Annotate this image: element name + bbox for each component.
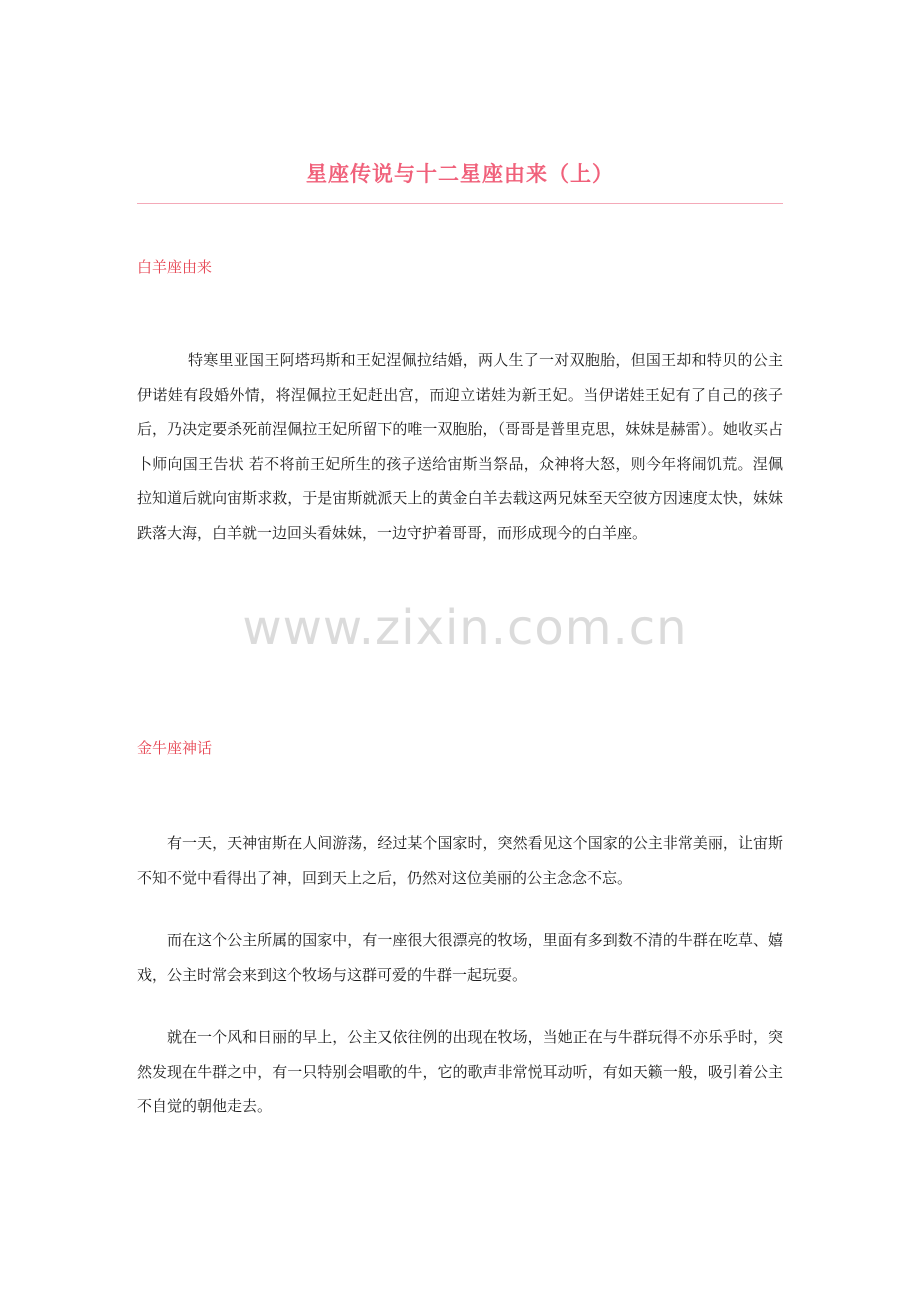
taurus-paragraph-3: 就在一个风和日丽的早上，公主又依往例的出现在牧场，当她正在与牛群玩得不亦乐乎时，突然发现在牛群之中，有一只特别会唱歌的牛，它的歌声非常悦耳动听，有如天籁一般，吸引着公主不自觉的朝他走去。 [137,1028,783,1116]
taurus-paragraph-2: 而在这个公主所属的国家中，有一座很大很漂亮的牧场，里面有多到数不清的牛群在吃草、嬉戏，公主时常会来到这个牧场与这群可爱的牛群一起玩耍。 [137,931,783,984]
aries-paragraph: 特寒里亚国王阿塔玛斯和王妃涅佩拉结婚，两人生了一对双胞胎，但国王却和特贝的公主伊诺娃有段婚外情，将涅佩拉王妃赶出宫，而迎立诺娃为新王妃。当伊诺娃王妃有了自己的孩子后，乃决定要杀死前涅佩拉王妃所留下的唯一双胞胎，（哥哥是普里克思，妹妹是赫雷）。她收买占卜师向国王告状 若不将前王妃所生的孩子送给宙斯当祭品，众神将大怒，则今年将闹饥荒。涅佩拉知道后就向宙斯求救，于是宙斯就派天上的黄金白羊去载这两兄妹至天空彼方因速度太快，妹妹跌落大海，白羊就一边回头看妹妹，一边守护着哥哥，而形成现今的白羊座。 [137,351,783,542]
section-heading-taurus: 金牛座神话 [137,739,213,757]
section-heading-aries: 白羊座由来 [137,258,213,276]
taurus-paragraph-1: 有一天，天神宙斯在人间游荡，经过某个国家时，突然看见这个国家的公主非常美丽，让宙斯不知不觉中看得出了神，回到天上之后，仍然对这位美丽的公主念念不忘。 [137,834,783,887]
title-divider [137,203,783,204]
watermark: www.zixin.com.cn [242,600,688,656]
page-title: 星座传说与十二星座由来（上） [306,161,614,186]
